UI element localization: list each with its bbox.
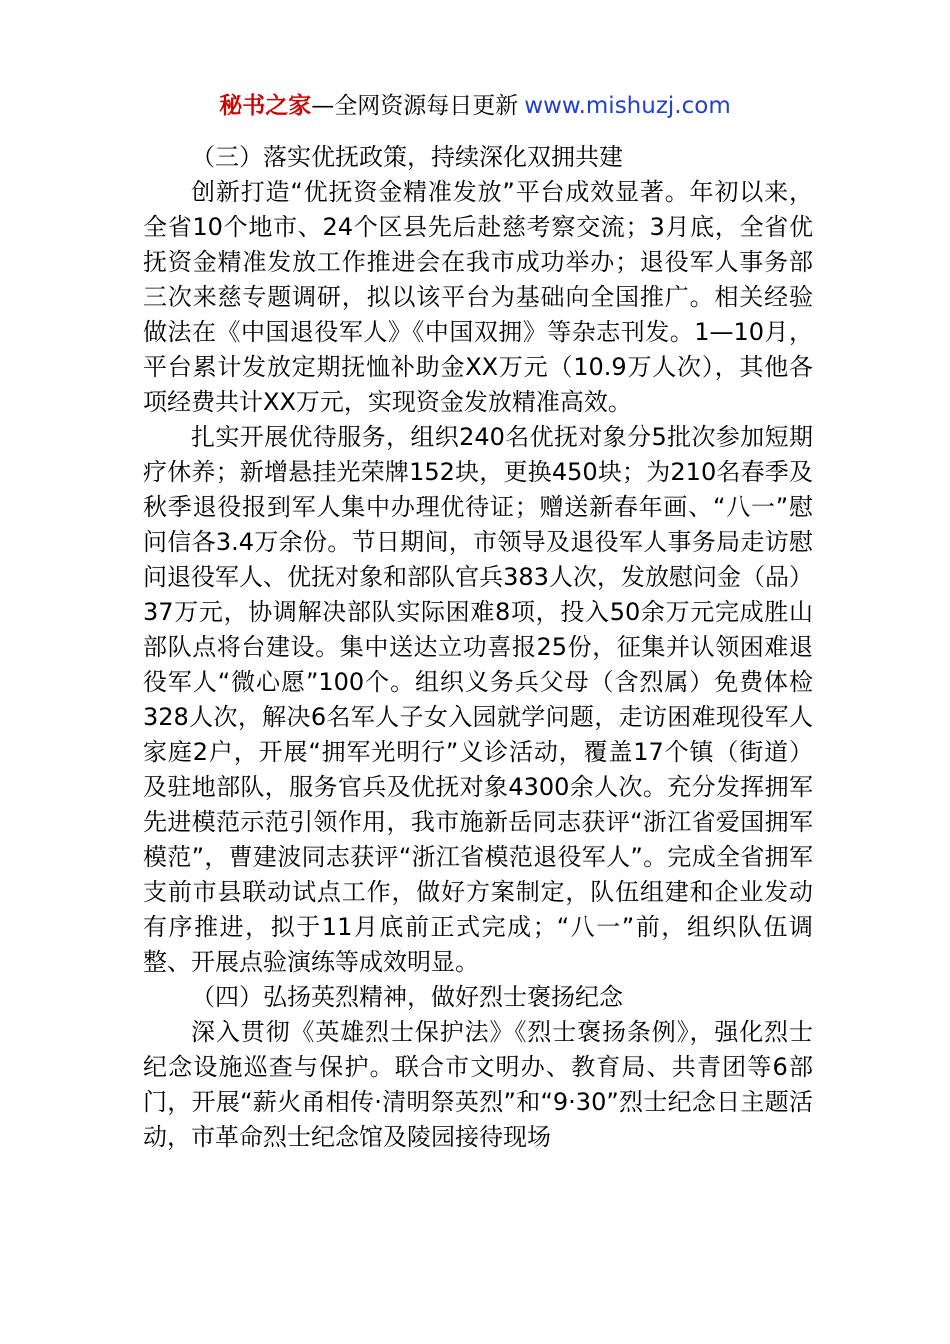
section-heading-4: （四）弘扬英烈精神，做好烈士褒扬纪念 [191, 983, 623, 1011]
header-brand: 秘书之家 [219, 93, 312, 119]
section-heading-3: （三）落实优抚政策，持续深化双拥共建 [191, 143, 623, 171]
paragraph-martyrs: 深入贯彻《英雄烈士保护法》《烈士褒扬条例》，强化烈士纪念设施巡查与保护。联合市文明办、教育局、共青团等6部门，开展“薪火甬相传·清明祭英烈”和“9·30”烈士纪念日主题活动，市革命烈士纪念馆及陵园接待现场 [143, 1018, 813, 1151]
header-url-link[interactable]: www.mishuzj.com [524, 93, 731, 119]
page-header [0, 90, 950, 122]
paragraph-services: 扎实开展优待服务，组织240名优抚对象分5批次参加短期疗休养；新增悬挂光荣牌152块，更换450块；为210名春季及秋季退役报到军人集中办理优待证；赠送新春年画、“八一”慰问信各3.4万余份。节日期间，市领导及退役军人事务局走访慰问退役军人、优抚对象和部队官兵383人次，发放慰问金（品）37万元，协调解决部队实际困难8项，投入50余万元完成胜山部队点将台建设。集中送达立功喜报25份，征集并认领困难退役军人“微心愿”100个。组织义务兵父母（含烈属）免费体检328人次，解决6名军人子女入园就学问题，走访困难现役军人家庭2户，开展“拥军光明行”义诊活动，覆盖17个镇（街道）及驻地部队，服务官兵及优抚对象4300余人次。充分发挥拥军先进模范示范引领作用，我市施新岳同志获评“浙江省爱国拥军模范”，曹建波同志获评“浙江省模范退役军人”。完成全省拥军支前市县联动试点工作，做好方案制定，队伍组建和企业发动有序推进，拟于11月底前正式完成；“八一”前，组织队伍调整、开展点验演练等成效明显。 [143, 423, 813, 976]
paragraph-platform: 创新打造“优抚资金精准发放”平台成效显著。年初以来，全省10个地市、24个区县先后赴慈考察交流；3月底，全省优抚资金精准发放工作推进会在我市成功举办；退役军人事务部三次来慈专题调研，拟以该平台为基础向全国推广。相关经验做法在《中国退役军人》《中国双拥》等杂志刊发。1—10月，平台累计发放定期抚恤补助金XX万元（10.9万人次），其他各项经费共计XX万元，实现资金发放精准高效。 [143, 178, 813, 416]
header-tagline: —全网资源每日更新 [311, 93, 519, 119]
document-body [143, 140, 813, 1155]
